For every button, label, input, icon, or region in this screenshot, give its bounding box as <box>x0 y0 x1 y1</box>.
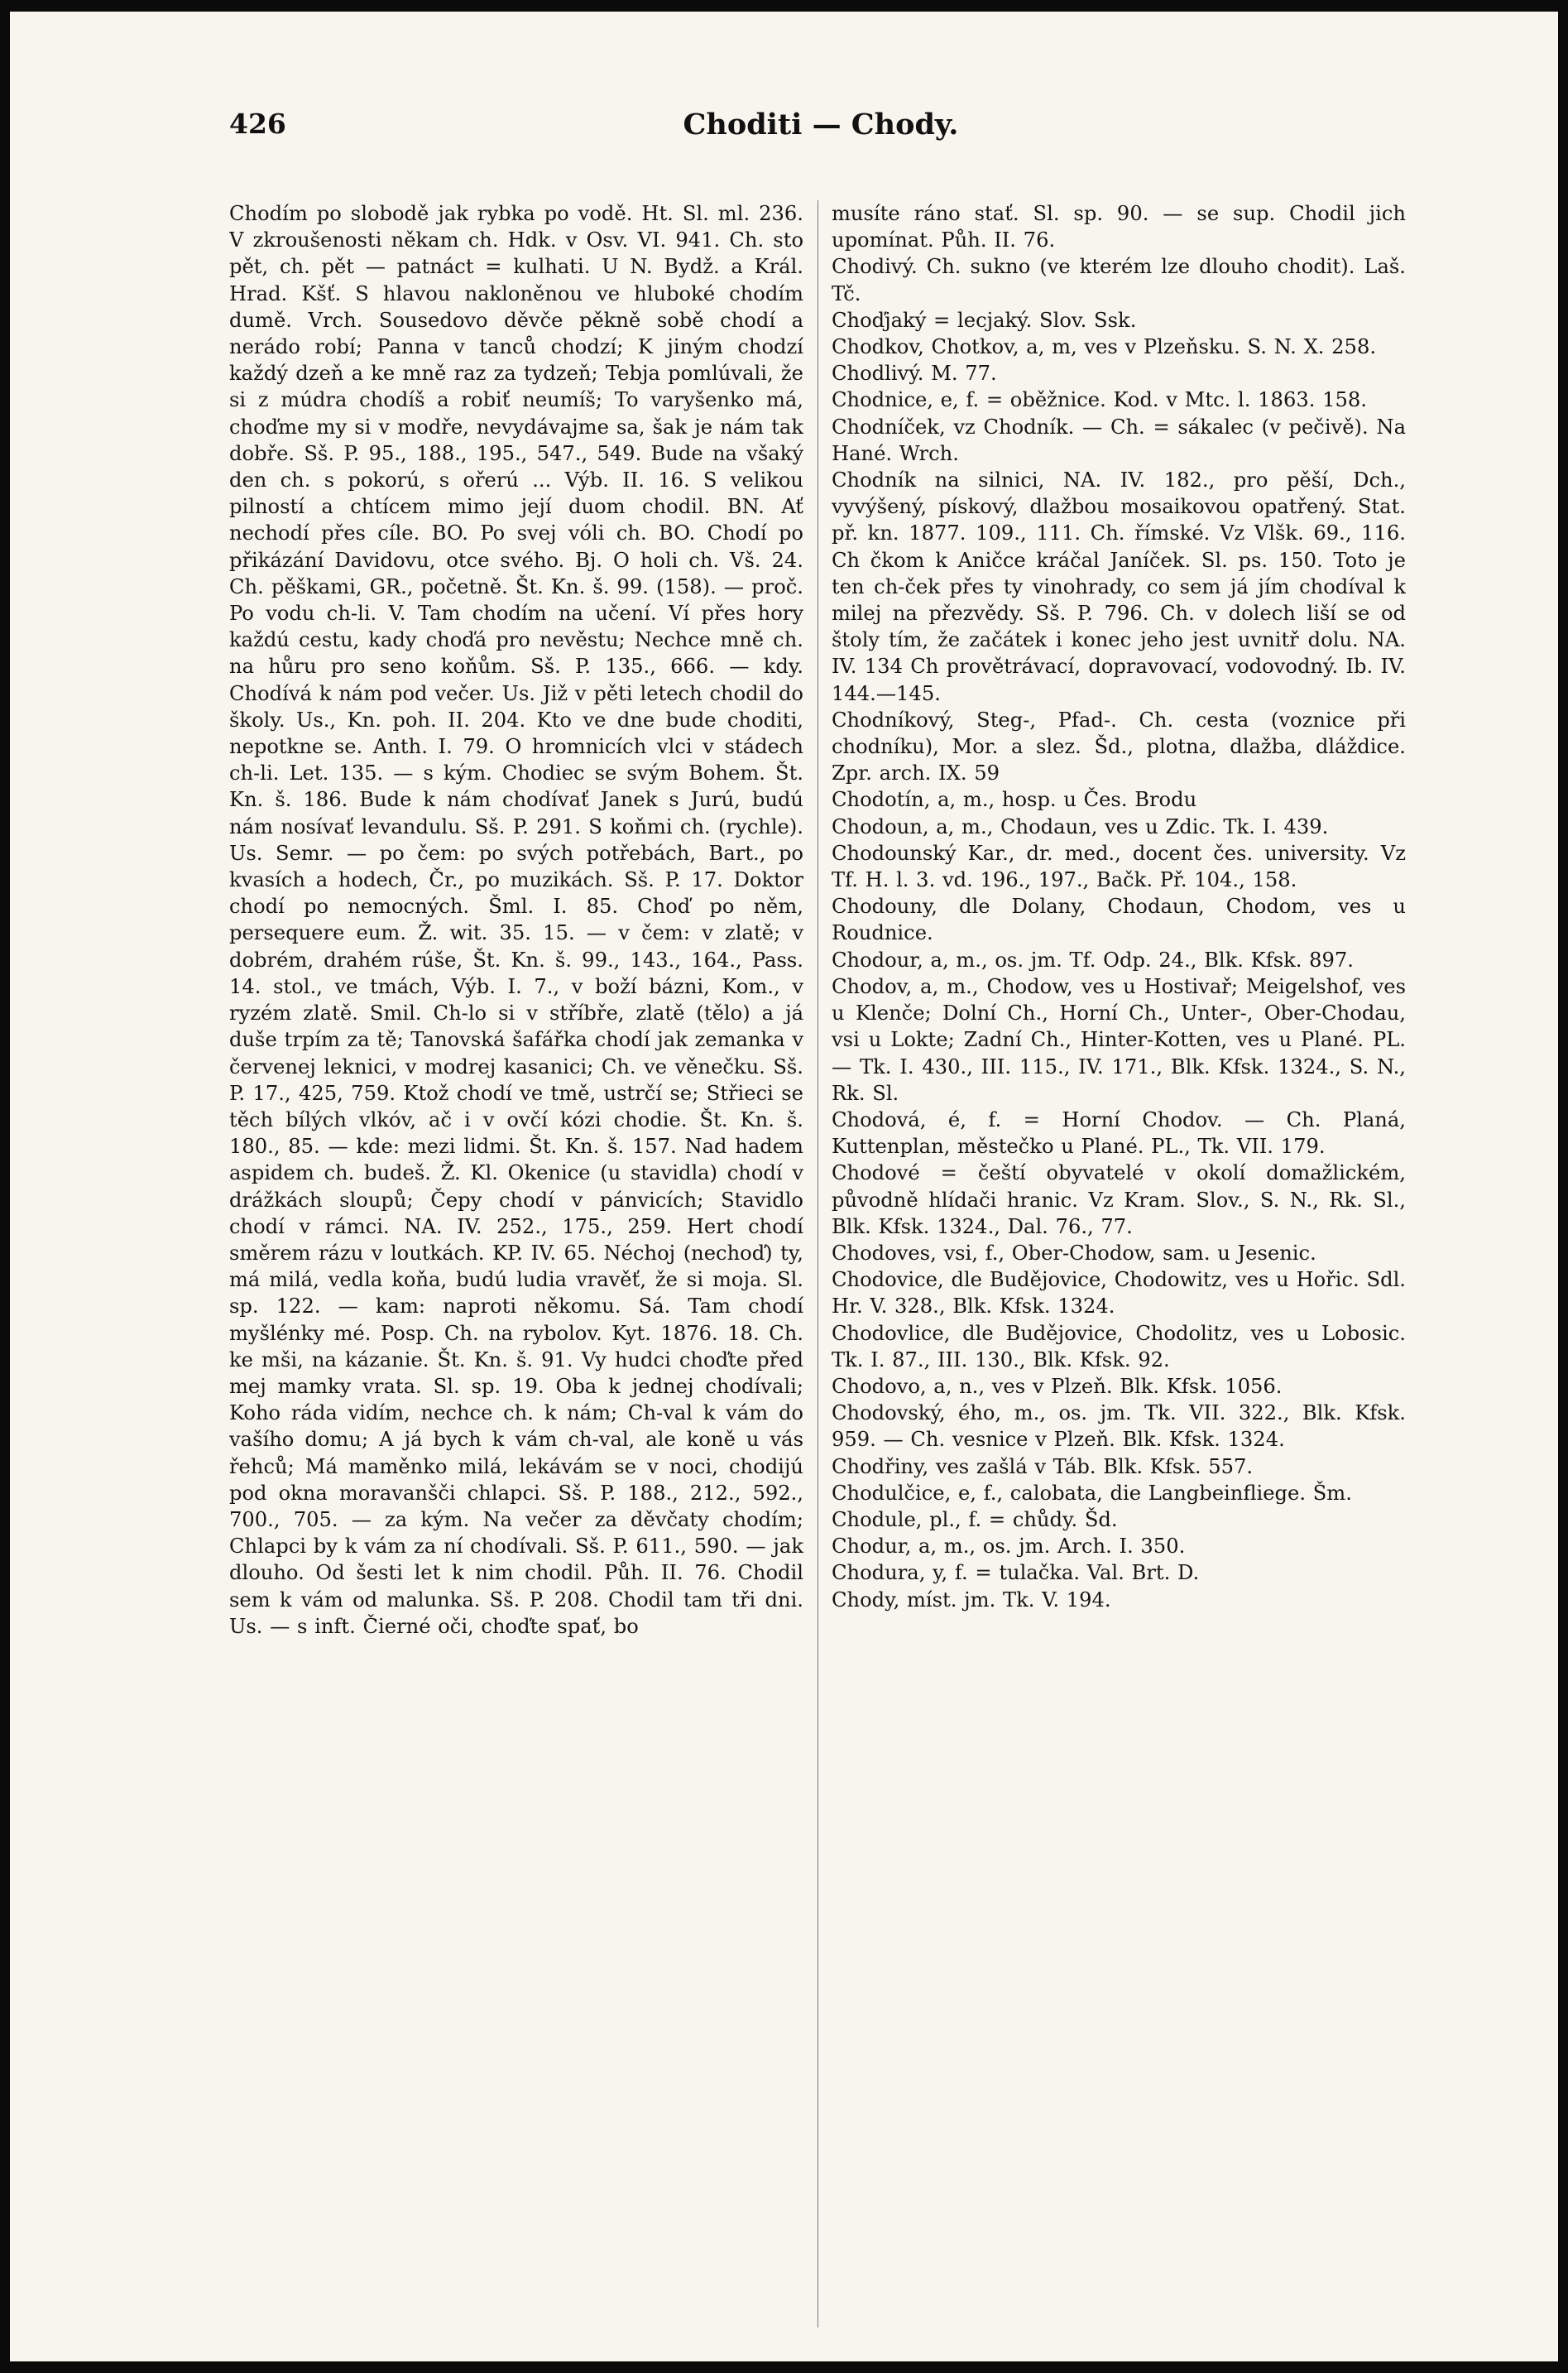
dictionary-entry: Chodovský, ého, m., os. jm. Tk. VII. 322., Blk. Kfsk. 959. — Ch. vesnice v Plzeň. Blk. Kfsk. 1324. <box>832 1401 1406 1452</box>
page-number: 426 <box>229 108 286 140</box>
dictionary-entry: Chodníkový, Steg-, Pfad-. Ch. cesta (voznice při chodníku), Mor. a slez. Šd., plotna, dlažba, dláždice. Zpr. arch. IX. 59 <box>832 708 1406 785</box>
dictionary-entry: Chodlivý. M. 77. <box>832 362 997 386</box>
dictionary-entry: Chodotín, a, m., hosp. u Čes. Brodu <box>832 788 1197 812</box>
dictionary-entry: Chodovice, dle Budějovice, Chodowitz, ves u Hořic. Sdl. Hr. V. 328., Blk. Kfsk. 1324. <box>832 1268 1406 1319</box>
dictionary-entry: Chodoun, a, m., Chodaun, ves u Zdic. Tk. I. 439. <box>832 814 1329 838</box>
dictionary-entry: Chodouny, dle Dolany, Chodaun, Chodom, ves u Roudnice. <box>832 895 1406 945</box>
right-column <box>832 200 1406 2327</box>
dictionary-entry: Choďjaký = lecjaký. Slov. Ssk. <box>832 308 1137 332</box>
dictionary-entry: Chodové = čeští obyvatelé v okolí domažlickém, původně hlídači hranic. Vz Kram. Slov., S. N., Rk. Sl., Blk. Kfsk. 1324., Dal. 76., 77. <box>832 1161 1406 1238</box>
dictionary-entry: Chodník na silnici, NA. IV. 182., pro pěší, Dch., vyvýšený, pískový, dlažbou mosaikovou opatřený. Stat. př. kn. 1877. 109., 111. Ch. římské. Vz Vlšk. 69., 116. Ch čkom k Aničce kráčal Janíček. Sl. ps. 150. Toto je ten ch-ček přes ty vinohrady, co sem já jím chodíval k milej na přezvědy. Sš. P. 796. Ch. v dolech liší se od štoly tím, že začátek i konec jeho jest uvnitř dolu. NA. IV. 134 Ch provětrávací, dopravovací, vodovodný. Ib. IV. 144.—145. <box>832 468 1406 705</box>
dictionary-entry: Chodím po slobodě jak rybka po vodě. Ht. Sl. ml. 236. V zkroušenosti někam ch. Hdk. v Osv. VI. 941. Ch. sto pět, ch. pět — patnáct = kulhati. U N. Bydž. a Král. Hrad. Kšť. S hlavou nakloněnou ve hluboké chodím dumě. Vrch. Sousedovo děvče pěkně sobě chodí a nerádo robí; Panna v tanců chodzí; K jiným chodzí každý dzeň a ke mně raz za tydzeň; Tebja pomlúvali, že si z múdra chodíš a robiť neumíš; To varyšenko má, choďme my si v modře, nevydávajme sa, šak je nám tak dobře. Sš. P. 95., 188., 195., 547., 549. Bude na všaký den ch. s pokorú, s ořerú ... Výb. II. 16. S velikou pilností a chtícem mimo její duom chodil. BN. Ať nechodí přes cíle. BO. Po svej vóli ch. BO. Chodí po přikázání Davidovu, otce svého. Bj. O holi ch. Vš. 24. Ch. pěškami, GR., početně. Št. Kn. š. 99. (158). — proč. Po vodu ch-li. V. Tam chodím na učení. Ví přes hory každú cestu, kady choďá pro nevěstu; Nechce mně ch. na hůru pro seno koňům. Sš. P. 135., 666. — kdy. Chodívá k nám pod večer. Us. Již v pěti letech chodil do školy. Us., Kn. poh. II. 204. Kto ve dne bude choditi, nepotkne se. Anth. I. 79. O hromnicích vlci v stádech ch-li. Let. 135. — s kým. Chodiec se svým Bohem. Št. Kn. š. 186. Bude k nám chodívať Janek s Jurú, budú nám nosívať levandulu. Sš. P. 291. S koňmi ch. (rychle). Us. Semr. — po čem: po svých potřebách, Bart., po kvasích a hodech, Čr., po muzikách. Sš. P. 17. Doktor chodí po nemocných. Šml. I. 85. Choď po něm, persequere eum. Ž. wit. 35. 15. — v čem: v zlatě; v dobrém, drahém rúše, Št. Kn. š. 99., 143., 164., Pass. 14. stol., ve tmách, Výb. I. 7., v boží bázni, Kom., v ryzém zlatě. Smil. Ch-lo si v stříbře, zlatě (tělo) a já duše trpím za tě; Tanovská šafářka chodí jak zemanka v červenej leknici, v modrej kasanici; Ch. ve věnečku. Sš. P. 17., 425, 759. Ktož chodí ve tmě, ustrčí se; Střieci se těch bílých vlkóv, ač i v ovčí kózi chodie. Št. Kn. š. 180., 85. — kde: mezi lidmi. Št. Kn. š. 157. Nad hadem aspidem ch. budeš. Ž. Kl. Okenice (u stavidla) chodí v drážkách sloupů; Čepy chodí v pánvicích; Stavidlo chodí v rámci. NA. IV. 252., 175., 259. Hert chodí směrem rázu v loutkách. KP. IV. 65. Néchoj (nechoď) ty, má milá, vedla koňa, budú ludia vravěť, že si moja. Sl. sp. 122. — kam: naproti někomu. Sá. Tam chodí myšlénky mé. Posp. Ch. na rybolov. Kyt. 1876. 18. Ch. ke mši, na kázanie. Št. Kn. š. 91. Vy hudci choďte před mej mamky vrata. Sl. sp. 19. Oba k jednej chodívali; Koho ráda vidím, nechce ch. k nám; Ch-val k vám do vašího domu; A já bych k vám ch-val, ale koně u vás řehců; Má maměnko milá, lekávám se v noci, chodijú pod okna moravanšči chlapci. Sš. P. 188., 212., 592., 700., 705. — za kým. Na večer za děvčaty chodím; Chlapci by k vám za ní chodívali. Sš. P. 611., 590. — jak dlouho. Od šesti let k nim chodil. Půh. II. 76. Chodil sem k vám od malunka. Sš. P. 208. Chodil tam tři dni. Us. — s inft. Čierné oči, choďte spať, bo <box>229 202 803 1638</box>
dictionary-entry: Chodovo, a, n., ves v Plzeň. Blk. Kfsk. 1056. <box>832 1374 1283 1398</box>
dictionary-entry: Chody, míst. jm. Tk. V. 194. <box>832 1588 1111 1612</box>
dictionary-entry: Chodřiny, ves zašlá v Táb. Blk. Kfsk. 557. <box>832 1454 1254 1478</box>
dictionary-entry: Chodníček, vz Chodník. — Ch. = sákalec (v pečivě). Na Hané. Wrch. <box>832 415 1406 465</box>
dictionary-entry: Chodule, pl., f. = chůdy. Šd. <box>832 1507 1118 1531</box>
dictionary-entry: Chodour, a, m., os. jm. Tf. Odp. 24., Blk. Kfsk. 897. <box>832 948 1354 972</box>
dictionary-entry: Chodounský Kar., dr. med., docent čes. university. Vz Tf. H. l. 3. vd. 196., 197., Bačk. Př. 104., 158. <box>832 841 1406 892</box>
dictionary-entry: Chodová, é, f. = Horní Chodov. — Ch. Planá, Kuttenplan, městečko u Plané. PL., Tk. VII. 179. <box>832 1107 1406 1159</box>
dictionary-entry: Chodur, a, m., os. jm. Arch. I. 350. <box>832 1535 1186 1559</box>
dictionary-entry: Chodnice, e, f. = oběžnice. Kod. v Mtc. l. 1863. 158. <box>832 388 1367 412</box>
dictionary-entry: Chodov, a, m., Chodow, ves u Hostivař; Meigelshof, ves u Klenče; Dolní Ch., Horní Ch., Unter-, Ober-Chodau, vsi u Lokte; Zadní Ch., Hinter-Kotten, ves u Plané. PL. — Tk. I. 430., III. 115., IV. 171., Blk. Kfsk. 1324., S. N., Rk. Sl. <box>832 974 1406 1105</box>
left-column <box>229 200 803 2327</box>
dictionary-entry: Chodura, y, f. = tulačka. Val. Brt. D. <box>832 1561 1200 1585</box>
dictionary-entry: Chodkov, Chotkov, a, m, ves v Plzeňsku. S. N. X. 258. <box>832 335 1377 359</box>
dictionary-entry: Chodoves, vsi, f., Ober-Chodow, sam. u Jesenic. <box>832 1241 1316 1265</box>
dictionary-entry: Chodulčice, e, f., calobata, die Langbeinfliege. Šm. <box>832 1481 1352 1505</box>
dictionary-entry: Chodivý. Ch. sukno (ve kterém lze dlouho chodit). Laš. Tč. <box>832 255 1406 305</box>
dictionary-page <box>10 12 1558 2361</box>
page-header <box>217 101 1425 151</box>
running-title: Choditi — Chody. <box>683 108 959 142</box>
dictionary-entry: musíte ráno stať. Sl. sp. 90. — se sup. Chodil jich upomínat. Půh. II. 76. <box>832 202 1406 252</box>
dictionary-entry: Chodovlice, dle Budějovice, Chodolitz, ves u Lobosic. Tk. I. 87., III. 130., Blk. Kfsk. 92. <box>832 1321 1406 1371</box>
dictionary-columns <box>229 200 1406 2327</box>
